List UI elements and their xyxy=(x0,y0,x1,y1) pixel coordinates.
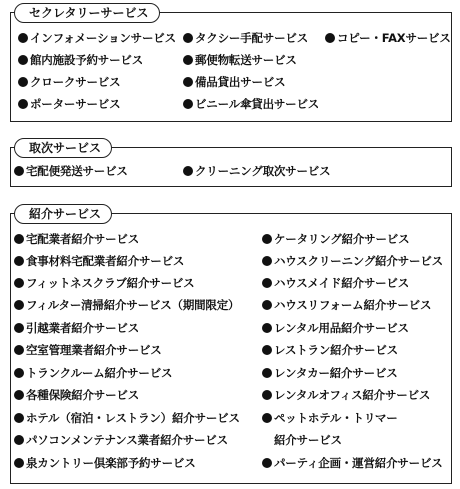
bullet-icon xyxy=(18,99,28,109)
secretary-item: 備品貸出サービス xyxy=(183,74,285,90)
bullet-icon xyxy=(14,234,24,244)
bullet-icon xyxy=(183,55,193,65)
referral-left-item: ホテル（宿泊・レストラン）紹介サービス xyxy=(14,410,240,426)
bullet-icon xyxy=(18,33,28,43)
referral-right-item: レストラン紹介サービス xyxy=(262,342,398,358)
agency-tab: 取次サービス xyxy=(14,138,112,158)
bullet-icon xyxy=(14,256,24,266)
bullet-icon xyxy=(183,99,193,109)
bullet-icon xyxy=(14,458,24,468)
bullet-icon xyxy=(262,256,272,266)
referral-right-item: ハウスリフォーム紹介サービス xyxy=(262,297,431,313)
secretary-item: クロークサービス xyxy=(18,74,120,90)
referral-right-item-continuation: 紹介サービス xyxy=(274,433,342,447)
bullet-icon xyxy=(262,345,272,355)
referral-left-item: トランクルーム紹介サービス xyxy=(14,365,172,381)
bullet-icon xyxy=(262,234,272,244)
referral-left-item: 泉カントリー倶楽部予約サービス xyxy=(14,455,196,471)
agency-item: クリーニング取次サービス xyxy=(183,163,330,179)
secretary-item: ポーターサービス xyxy=(18,96,120,112)
bullet-icon xyxy=(262,278,272,288)
referral-left-item: 宅配業者紹介サービス xyxy=(14,231,139,247)
bullet-icon xyxy=(183,77,193,87)
bullet-icon xyxy=(262,390,272,400)
bullet-icon xyxy=(262,323,272,333)
secretary-item: インフォメーションサービス xyxy=(18,30,176,46)
agency-item: 宅配便発送サービス xyxy=(14,163,128,179)
bullet-icon xyxy=(262,458,272,468)
referral-right-item: ケータリング紹介サービス xyxy=(262,231,409,247)
bullet-icon xyxy=(262,413,272,423)
bullet-icon xyxy=(262,368,272,378)
bullet-icon xyxy=(183,33,193,43)
referral-right-item: レンタル用品紹介サービス xyxy=(262,320,409,336)
bullet-icon xyxy=(14,323,24,333)
bullet-icon xyxy=(14,166,24,176)
referral-right-item: ペットホテル・トリマー xyxy=(262,410,398,426)
referral-right-item: パーティ企画・運営紹介サービス xyxy=(262,455,443,471)
bullet-icon xyxy=(14,345,24,355)
secretary-item: 郵便物転送サービス xyxy=(183,52,297,68)
referral-tab: 紹介サービス xyxy=(14,204,112,224)
secretary-item: タクシー手配サービス xyxy=(183,30,308,46)
bullet-icon xyxy=(18,77,28,87)
bullet-icon xyxy=(14,278,24,288)
secretary-item: コピー・FAXサービス xyxy=(325,30,451,46)
bullet-icon xyxy=(18,55,28,65)
secretary-item: 館内施設予約サービス xyxy=(18,52,143,68)
bullet-icon xyxy=(262,300,272,310)
referral-left-item: フィットネスクラブ紹介サービス xyxy=(14,275,194,291)
bullet-icon xyxy=(14,435,24,445)
bullet-icon xyxy=(14,300,24,310)
bullet-icon xyxy=(325,33,335,43)
bullet-icon xyxy=(14,390,24,400)
referral-left-item: 空室管理業者紹介サービス xyxy=(14,342,162,358)
referral-left-item: 各種保険紹介サービス xyxy=(14,387,139,403)
referral-left-item: パソコンメンテナンス業者紹介サービス xyxy=(14,432,228,448)
referral-right-item: ハウスクリーニング紹介サービス xyxy=(262,253,443,269)
secretary-tab: セクレタリーサービス xyxy=(14,3,160,23)
bullet-icon xyxy=(14,368,24,378)
bullet-icon xyxy=(14,413,24,423)
secretary-item: ビニール傘貸出サービス xyxy=(183,96,319,112)
referral-left-item: フィルター清掃紹介サービス（期間限定） xyxy=(14,297,239,313)
referral-right-item: レンタルオフィス紹介サービス xyxy=(262,387,430,403)
referral-right-item: レンタカー紹介サービス xyxy=(262,365,398,381)
referral-left-item: 引越業者紹介サービス xyxy=(14,320,139,336)
bullet-icon xyxy=(183,166,193,176)
referral-right-item: ハウスメイド紹介サービス xyxy=(262,275,409,291)
referral-left-item: 食事材料宅配業者紹介サービス xyxy=(14,253,184,269)
